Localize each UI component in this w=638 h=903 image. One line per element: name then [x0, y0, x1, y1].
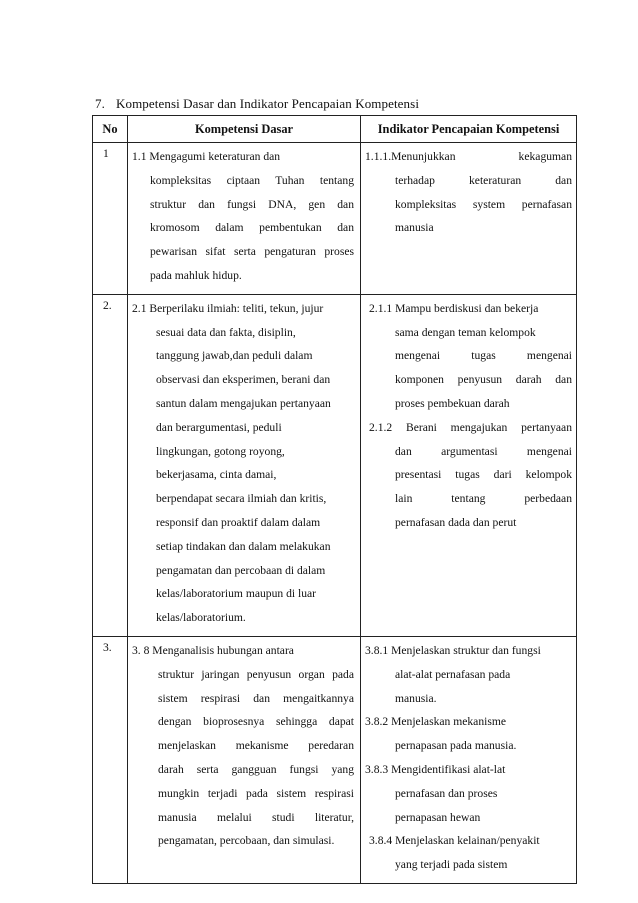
kd-line: 2.1 Berperilaku ilmiah: teliti, tekun, jujur: [132, 301, 324, 315]
section-title: Kompetensi Dasar dan Indikator Pencapaian Kompetensi: [116, 96, 420, 111]
indicator-cell: [361, 294, 577, 636]
kd-cell: [128, 143, 361, 295]
indicator-line: terhadap keteraturan dan: [395, 173, 572, 187]
kd-line: responsif dan proaktif dalam dalam: [156, 515, 321, 529]
kd-line: darah serta gangguan fungsi yang: [158, 762, 354, 776]
indicator-line: 1.1.1.Menunjukkan kekaguman: [365, 150, 572, 163]
indicator-line: 3.8.1 Menjelaskan struktur dan fungsi: [365, 643, 541, 657]
kd-line: dan berargumentasi, peduli: [156, 420, 282, 434]
indicator-line: mengenai tugas mengenai: [395, 349, 572, 363]
kd-line: 1.1 Mengagumi keteraturan dan: [132, 150, 281, 163]
header-kompetensi-dasar: Kompetensi Dasar: [128, 116, 361, 143]
indicator-line: pernafasan dada dan perut: [395, 515, 517, 529]
indicator-line: manusia: [395, 221, 434, 235]
table-header-row: [93, 116, 577, 143]
kd-line: pada mahluk hidup.: [150, 268, 242, 282]
section-heading: [95, 96, 419, 112]
header-no: No: [93, 116, 128, 143]
row-number: 3.: [93, 636, 128, 883]
kd-line: mungkin terjadi pada sistem respirasi: [158, 786, 354, 800]
kd-line: kelas/laboratorium maupun di luar: [156, 587, 317, 601]
indicator-cell: [361, 636, 577, 883]
section-number: 7.: [95, 96, 105, 111]
table-row: [93, 143, 577, 295]
table-row: [93, 294, 577, 636]
indicator-line: proses pembekuan darah: [395, 396, 510, 410]
kd-line: tanggung jawab,dan peduli dalam: [156, 349, 313, 363]
kd-line: bekerjasama, cinta damai,: [156, 468, 277, 482]
kd-cell: [128, 636, 361, 883]
indicator-line: lain tentang perbedaan: [395, 492, 572, 506]
competency-table: [92, 115, 577, 884]
kd-line: kromosom dalam pembentukan dan: [150, 221, 354, 235]
indicator-line: 2.1.2 Berani mengajukan pertanyaan: [369, 420, 572, 434]
indicator-line: sama dengan teman kelompok: [395, 325, 536, 339]
kd-line: lingkungan, gotong royong,: [156, 444, 285, 458]
kd-line: berpendapat secara ilmiah dan kritis,: [156, 492, 327, 506]
row-number: 2.: [93, 294, 128, 636]
indicator-line: alat-alat pernafasan pada: [395, 667, 511, 681]
indicator-line: dan argumentasi mengenai: [395, 444, 572, 458]
table-row: [93, 636, 577, 883]
indicator-line: yang terjadi pada sistem: [395, 858, 508, 872]
kd-line: manusia melalui studi literatur,: [158, 810, 354, 824]
kd-line: 3. 8 Menganalisis hubungan antara: [132, 643, 294, 657]
indicator-line: 2.1.1 Mampu berdiskusi dan bekerja: [369, 301, 539, 315]
indicator-line: pernapasan hewan: [395, 810, 481, 824]
kd-line: menjelaskan mekanisme peredaran: [158, 739, 354, 753]
kd-line: struktur dan fungsi DNA, gen dan: [150, 197, 354, 211]
indicator-line: pernafasan dan proses: [395, 786, 498, 800]
kd-cell: [128, 294, 361, 636]
indicator-line: manusia.: [395, 691, 437, 705]
kd-line: setiap tindakan dan dalam melakukan: [156, 539, 331, 553]
indicator-line: pernapasan pada manusia.: [395, 739, 517, 753]
kd-line: kelas/laboratorium.: [156, 611, 246, 625]
indicator-line: presentasi tugas dari kelompok: [395, 468, 572, 482]
kd-line: kompleksitas ciptaan Tuhan tentang: [150, 173, 354, 187]
indicator-line: kompleksitas system pernafasan: [395, 197, 572, 211]
kd-line: santun dalam mengajukan pertanyaan: [156, 396, 331, 410]
kd-line: dengan bioprosesnya sehingga dapat: [158, 715, 354, 729]
kd-line: sesuai data dan fakta, disiplin,: [156, 325, 296, 339]
kd-line: pengamatan, percobaan, dan simulasi.: [158, 834, 335, 848]
kd-line: sistem respirasi dan mengaitkannya: [158, 691, 354, 705]
indicator-line: 3.8.2 Menjelaskan mekanisme: [365, 715, 507, 729]
kd-line: pengamatan dan percobaan di dalam: [156, 563, 326, 577]
header-indikator: Indikator Pencapaian Kompetensi: [361, 116, 577, 143]
indicator-cell: [361, 143, 577, 295]
indicator-line: 3.8.3 Mengidentifikasi alat-lat: [365, 762, 506, 776]
indicator-line: 3.8.4 Menjelaskan kelainan/penyakit: [369, 834, 540, 848]
row-number: 1: [93, 143, 128, 295]
kd-line: struktur jaringan penyusun organ pada: [158, 667, 354, 681]
kd-line: observasi dan eksperimen, berani dan: [156, 373, 331, 387]
kd-line: pewarisan sifat serta pengaturan proses: [150, 245, 354, 259]
indicator-line: komponen penyusun darah dan: [395, 373, 572, 387]
